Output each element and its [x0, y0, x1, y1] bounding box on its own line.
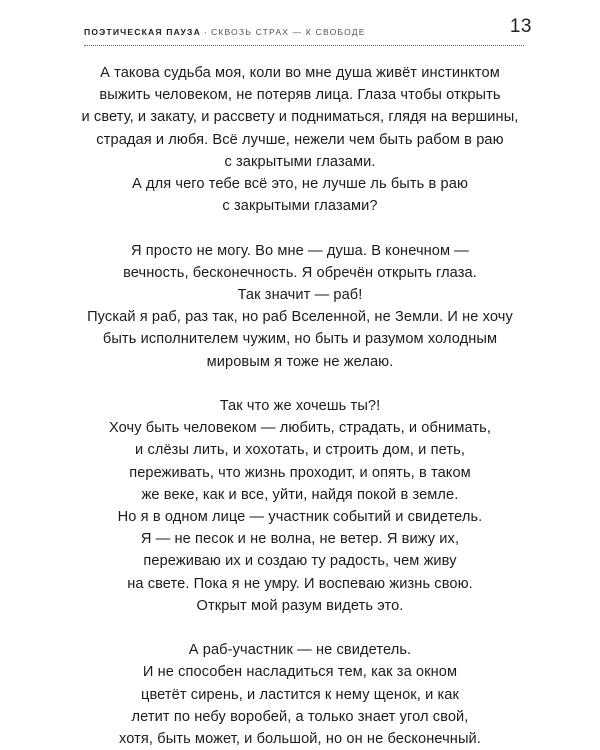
section-title: СКВОЗЬ СТРАХ — К СВОБОДЕ — [210, 27, 366, 37]
poem-line: с закрытыми глазами. — [224, 153, 376, 170]
poem-line: Я просто не могу. Во мне — душа. В конечном — — [130, 242, 470, 259]
poem-line: с закрытыми глазами? — [222, 198, 378, 215]
poem-line: А для чего тебе всё это, не лучше ль быть в раю — [131, 176, 468, 193]
poem-line: летит по небу воробей, а только знает угол свой, — [131, 708, 469, 725]
poem-line: Хочу быть человеком — любить, страдать, и обнимать, — [108, 420, 492, 437]
poem-line: И не способен насладиться тем, как за окном — [142, 664, 458, 681]
poem-line: А такова судьба моя, коли во мне душа живёт инстинктом — [100, 65, 500, 81]
page-header — [84, 16, 532, 44]
book-title: ПОЭТИЧЕСКАЯ ПАУЗА — [84, 27, 201, 37]
poem-line: хотя, быть может, и большой, но он не бесконечный. — [119, 731, 481, 748]
poem-line: цветёт сирень, и ластится к нему щенок, и как — [140, 686, 460, 703]
poem-text — [60, 62, 540, 750]
poem-line: вечность, бесконечность. Я обречён открыть глаза. — [123, 264, 477, 281]
header-separator: · — [203, 27, 208, 37]
page-number: 13 — [509, 16, 532, 37]
stanza — [60, 395, 540, 617]
stanza — [60, 240, 540, 373]
stanza — [60, 62, 540, 217]
poem-line: Открыт мой разум видеть это. — [196, 597, 404, 614]
stanza — [60, 639, 540, 750]
poem-line: быть исполнителем чужим, но быть и разумом холодным — [102, 331, 498, 348]
poem-line: А раб-участник — не свидетель. — [188, 642, 412, 659]
poem-line: страдая и любя. Всё лучше, нежели чем быть рабом в раю — [96, 131, 504, 148]
poem-line: же веке, как и все, уйти, найдя покой в земле. — [141, 486, 459, 503]
poem-line: на свете. Пока я не умру. И воспеваю жизнь свою. — [127, 575, 473, 592]
poem-line: Так значит — раб! — [237, 287, 363, 304]
poem-line: мировым я тоже не желаю. — [206, 353, 394, 370]
poem-line: Но я в одном лице — участник событий и свидетель. — [117, 509, 483, 526]
poem-line: и слёзы лить, и хохотать, и строить дом, и петь, — [135, 442, 465, 459]
poem-line: выжить человеком, не потеряв лица. Глаза чтобы открыть — [99, 87, 501, 104]
poem-line: и свету, и закату, и рассвету и подниматься, глядя на вершины, — [81, 109, 519, 126]
poem-line: переживать, что жизнь проходит, и опять, в таком — [129, 464, 471, 481]
poem-line: Я — не песок и не волна, не ветер. Я вижу их, — [140, 531, 460, 548]
poem-line: Так что же хочешь ты?! — [219, 398, 381, 415]
header-dotted-rule — [84, 45, 524, 46]
running-head — [84, 27, 366, 37]
poem-line: Пускай я раб, раз так, но раб Вселенной, не Земли. И не хочу — [87, 309, 513, 326]
poem-line: переживаю их и создаю ту радость, чем живу — [143, 553, 457, 570]
